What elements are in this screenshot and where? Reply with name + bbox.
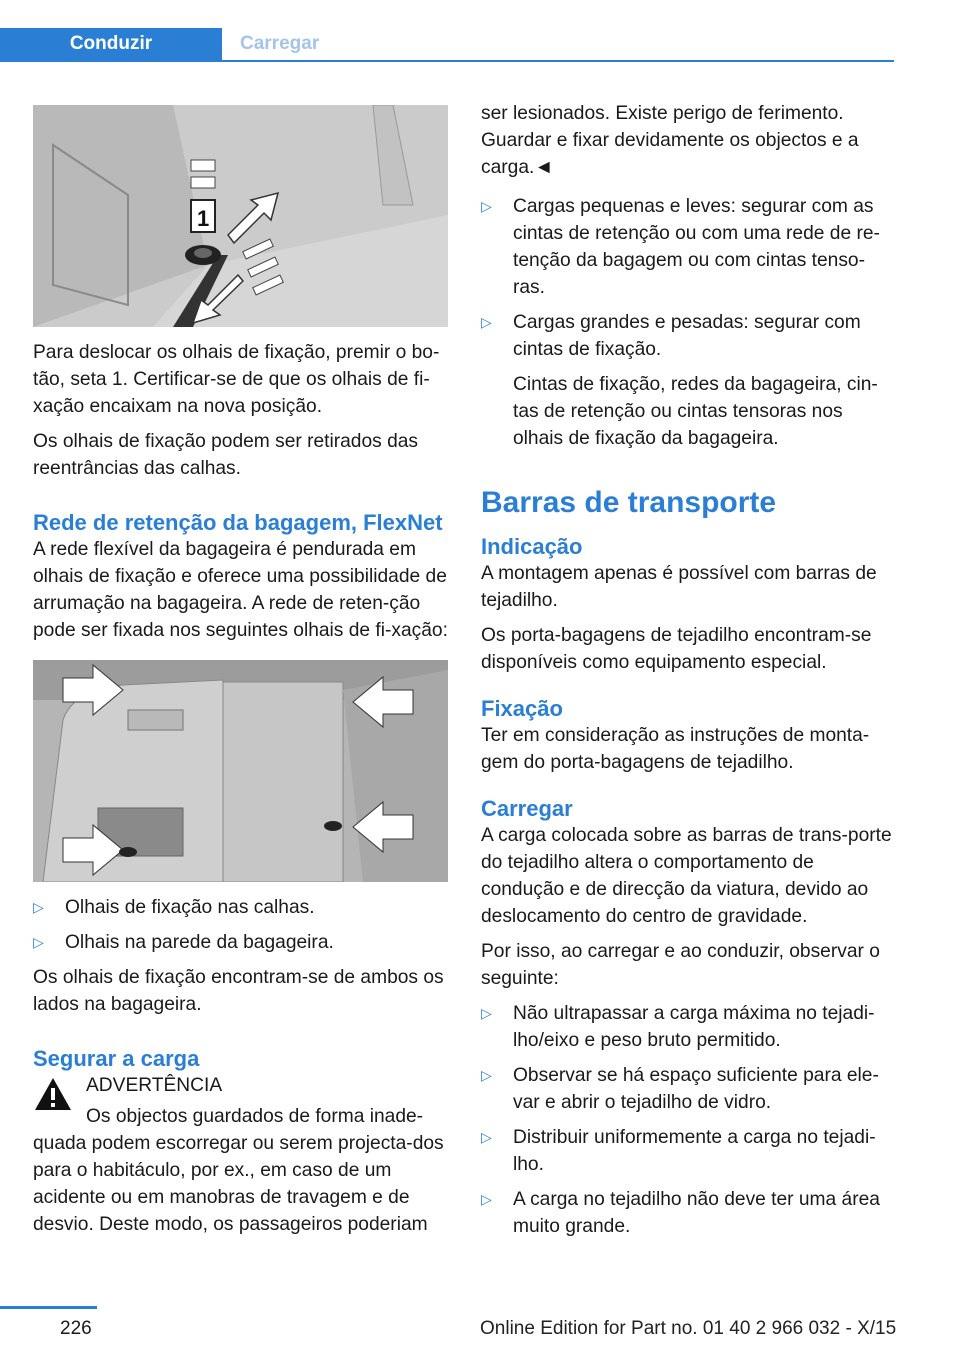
triangle-right-icon: ▷ (481, 1005, 492, 1021)
para-eyelets-both-sides: Os olhais de fixação encontram-se de ambos os lados na bagageira. (33, 967, 444, 1015)
para-carregar-1: A carga colocada sobre as barras de trans-porte do tejadilho altera o comportamento de condução e de direcção da viatura, devido ao deslocamento do centro de gravidade. (481, 825, 892, 927)
para-warning-continued: ser lesionados. Existe perigo de ferimento. Guardar e fixar devidamente os objectos e a carga.◄ (481, 103, 859, 178)
header-tabs (0, 28, 894, 62)
triangle-right-icon: ▷ (481, 1067, 492, 1083)
figure-flexnet-eyelets (33, 660, 448, 882)
footer-divider (0, 1306, 97, 1309)
list-item: ▷ Observar se há espaço suficiente para ele-var e abrir o tejadilho de vidro. (481, 1062, 895, 1116)
list-item: ▷ A carga no tejadilho não deve ter uma área muito grande. (481, 1186, 895, 1240)
tab-carregar[interactable]: Carregar (240, 33, 320, 54)
para-remove-eyelets: Os olhais de fixação podem ser retirados das reentrâncias das calhas. (33, 431, 419, 479)
warning-block (33, 1072, 448, 1238)
heading-barras-transporte: Barras de transporte (481, 486, 777, 519)
triangle-right-icon: ▷ (481, 314, 492, 330)
warning-title: ADVERTÊNCIA (86, 1075, 223, 1096)
list-eyelet-locations (33, 894, 448, 956)
triangle-right-icon: ▷ (481, 1191, 492, 1207)
figure-rail-eyelet (33, 105, 448, 327)
para-indicacao-2: Os porta-bagagens de tejadilho encontram-se disponíveis como equipamento especial. (481, 625, 872, 673)
list-item: ▷ Olhais de fixação nas calhas. (33, 894, 448, 921)
tab-conduzir[interactable]: Conduzir (0, 28, 222, 62)
para-fixacao: Ter em consideração as instruções de monta-gem do porta-bagagens de tejadilho. (481, 725, 870, 773)
list-load-securing (481, 193, 895, 363)
right-column (481, 100, 895, 1248)
heading-carregar: Carregar (481, 796, 573, 821)
triangle-right-icon: ▷ (481, 198, 492, 214)
heading-fixacao: Fixação (481, 696, 563, 721)
list-item: ▷ Cargas pequenas e leves: segurar com as cintas de retenção ou com uma rede de re-tenção da bagagem ou com cintas tenso-ras. (481, 193, 895, 301)
list-item: ▷ Cargas grandes e pesadas: segurar com cintas de fixação. (481, 309, 895, 363)
heading-segurar-carga: Segurar a carga (33, 1046, 200, 1071)
figure-callout-1: 1 (197, 206, 210, 231)
list-roof-load (481, 1000, 895, 1240)
para-flexnet: A rede flexível da bagageira é pendurada em olhais de fixação e oferece uma possibilidade de arrumação na bagageira. A rede de reten-ção pode ser fixada nos seguintes olhais de fi-xação: (33, 539, 448, 641)
para-displace-eyelets: Para deslocar os olhais de fixação, premir o bo-tão, seta 1. Certificar-se de que os olhais de fi-xação encaixam na nova posição. (33, 342, 440, 417)
triangle-right-icon: ▷ (33, 934, 44, 950)
para-indicacao-1: A montagem apenas é possível com barras de tejadilho. (481, 563, 877, 611)
list-item: ▷ Não ultrapassar a carga máxima no tejadi-lho/eixo e peso bruto permitido. (481, 1000, 895, 1054)
para-carregar-2: Por isso, ao carregar e ao conduzir, observar o seguinte: (481, 941, 880, 989)
warning-text: Os objectos guardados de forma inade-quada podem escorregar ou serem projecta-dos para o habitáculo, por ex., em caso de um acidente ou em manobras de travagem e de desvio. Deste modo, os passageiros poderiam (33, 1106, 444, 1235)
page-number: 226 (60, 1318, 92, 1339)
list-item: ▷ Distribuir uniformemente a carga no tejadi-lho. (481, 1124, 895, 1178)
header-divider (0, 60, 894, 62)
triangle-right-icon: ▷ (481, 1129, 492, 1145)
triangle-right-icon: ▷ (33, 899, 44, 915)
warning-triangle-icon (33, 1076, 73, 1112)
para-straps-sub: Cintas de fixação, redes da bagageira, cin-tas de retenção ou cintas tensoras nos olhais de fixação da bagageira. (513, 374, 878, 449)
list-item: ▷ Olhais na parede da bagageira. (33, 929, 448, 956)
left-column (33, 105, 448, 1246)
heading-indicacao: Indicação (481, 534, 583, 559)
footer-edition: Online Edition for Part no. 01 40 2 966 032 - X/15 (480, 1318, 897, 1339)
heading-flexnet: Rede de retenção da bagagem, FlexNet (33, 510, 443, 535)
